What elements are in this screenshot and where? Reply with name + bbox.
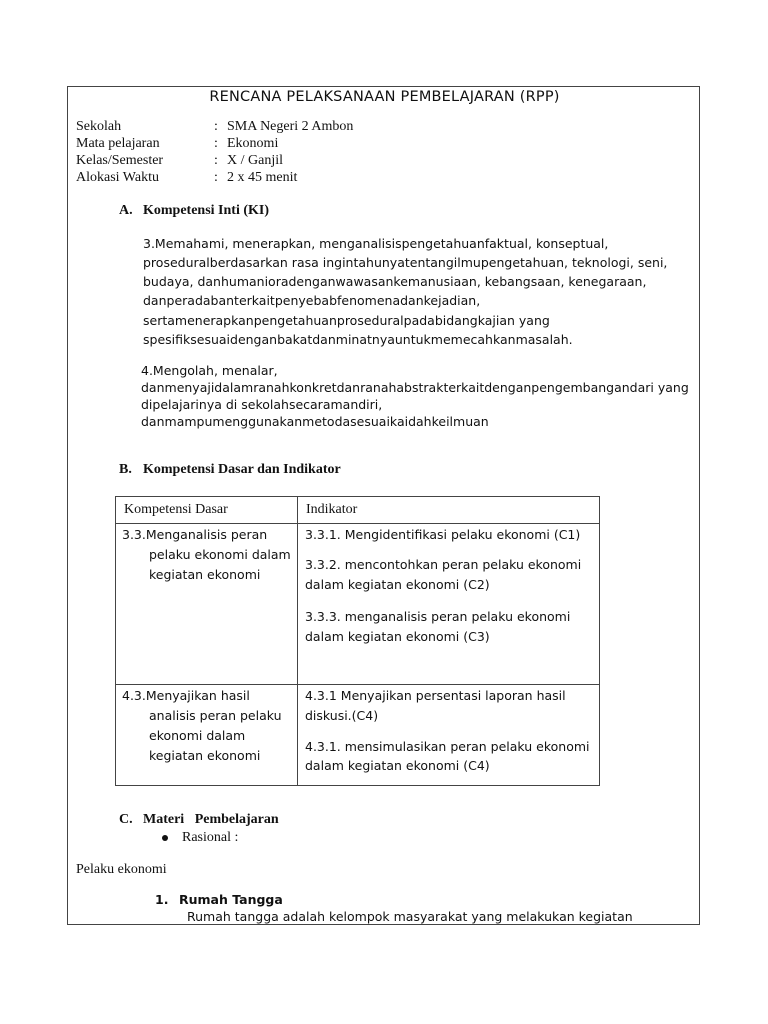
indicator-line: dalam kegiatan ekonomi (C2)	[305, 577, 490, 592]
ki3-line: danperadabanterkaitpenyebabfenomenadankejadian,	[143, 293, 481, 308]
document-page	[67, 86, 700, 925]
indicator-line: 3.3.2. mencontohkan peran pelaku ekonomi	[305, 557, 582, 572]
paragraph: Pelaku ekonomi	[76, 862, 167, 877]
indicator-line: 3.3.1. Mengidentifikasi pelaku ekonomi (C1)	[305, 527, 581, 542]
table-row	[116, 524, 600, 685]
meta-label: Alokasi Waktu	[76, 170, 159, 185]
ki3-line: 3.Memahami, menerapkan, menganalisispengetahuanfaktual, konseptual,	[143, 236, 609, 251]
ki4-line: danmenyajidalamranahkonkretdanranahabstrakterkaitdenganpengembangandari yang	[141, 380, 689, 395]
bullet-item	[162, 830, 238, 846]
ki3-line: sertamenerapkanpengetahuanproseduralpadabidangkajian yang	[143, 313, 550, 328]
kd-line: 4.3.Menyajikan hasil	[122, 688, 250, 703]
meta-value: Ekonomi	[227, 136, 279, 151]
section-b-heading	[119, 462, 341, 478]
table-header-row	[116, 497, 600, 524]
meta-colon: :	[214, 170, 218, 185]
meta-label: Sekolah	[76, 119, 122, 134]
section-c-heading	[119, 812, 279, 828]
meta-label: Kelas/Semester	[76, 153, 164, 168]
kd-line: kegiatan ekonomi	[149, 567, 261, 582]
section-letter: A.	[119, 203, 133, 218]
meta-colon: :	[214, 119, 218, 134]
indicator-line: 3.3.3. menganalisis peran pelaku ekonomi	[305, 609, 571, 624]
table-header: Indikator	[298, 497, 600, 524]
kd-cell	[116, 685, 298, 786]
indicator-cell	[298, 524, 600, 685]
numbered-item-heading	[155, 892, 283, 907]
meta-value: 2 x 45 menit	[227, 170, 298, 185]
indicator-line: dalam kegiatan ekonomi (C3)	[305, 629, 490, 644]
section-letter: B.	[119, 462, 132, 477]
ki4-line: danmampumenggunakanmetodasesuaikaidahkeilmuan	[141, 414, 489, 429]
kd-cell	[116, 524, 298, 685]
item-text: Rumah tangga adalah kelompok masyarakat yang melakukan kegiatan	[187, 909, 633, 924]
competency-table	[115, 496, 600, 786]
indicator-line: 4.3.1. mensimulasikan peran pelaku ekonomi	[305, 739, 590, 754]
ki4-line: dipelajarinya di sekolahsecaramandiri,	[141, 397, 383, 412]
kd-line: pelaku ekonomi dalam	[149, 547, 291, 562]
kd-line: analisis peran pelaku	[149, 708, 282, 723]
indicator-cell	[298, 685, 600, 786]
meta-label: Mata pelajaran	[76, 136, 160, 151]
meta-value: X / Ganjil	[227, 153, 283, 168]
indicator-line: diskusi.(C4)	[305, 708, 379, 723]
kd-line: kegiatan ekonomi	[149, 748, 261, 763]
section-letter: C.	[119, 812, 133, 827]
bullet-text: Rasional :	[182, 830, 239, 845]
ki3-line: budaya, danhumanioradenganwawasankemanusiaan, kebangsaan, kenegaraan,	[143, 274, 647, 289]
ki3-line: spesifiksesuaidenganbakatdanminatnyauntukmemecahkanmasalah.	[143, 332, 573, 347]
kd-line: 3.3.Menganalisis peran	[122, 527, 268, 542]
item-title: Rumah Tangga	[179, 892, 283, 907]
ki4-line: 4.Mengolah, menalar,	[141, 363, 278, 378]
section-title: Materi Pembelajaran	[143, 812, 279, 827]
indicator-line: 4.3.1 Menyajikan persentasi laporan hasil	[305, 688, 566, 703]
section-title: Kompetensi Inti (KI)	[143, 203, 269, 218]
indicator-line: dalam kegiatan ekonomi (C4)	[305, 758, 490, 773]
kd-line: ekonomi dalam	[149, 728, 246, 743]
section-title: Kompetensi Dasar dan Indikator	[143, 462, 341, 477]
meta-colon: :	[214, 136, 218, 151]
meta-value: SMA Negeri 2 Ambon	[227, 119, 354, 134]
table-header: Kompetensi Dasar	[116, 497, 298, 524]
meta-colon: :	[214, 153, 218, 168]
table-row	[116, 685, 600, 786]
bullet-dot-icon	[162, 835, 168, 841]
section-a-heading	[119, 203, 269, 219]
document-title: RENCANA PELAKSANAAN PEMBELAJARAN (RPP)	[209, 89, 560, 105]
ki3-line: proseduralberdasarkan rasa ingintahunyatentangilmupengetahuan, teknologi, seni,	[143, 255, 668, 270]
item-number: 1.	[155, 892, 169, 907]
